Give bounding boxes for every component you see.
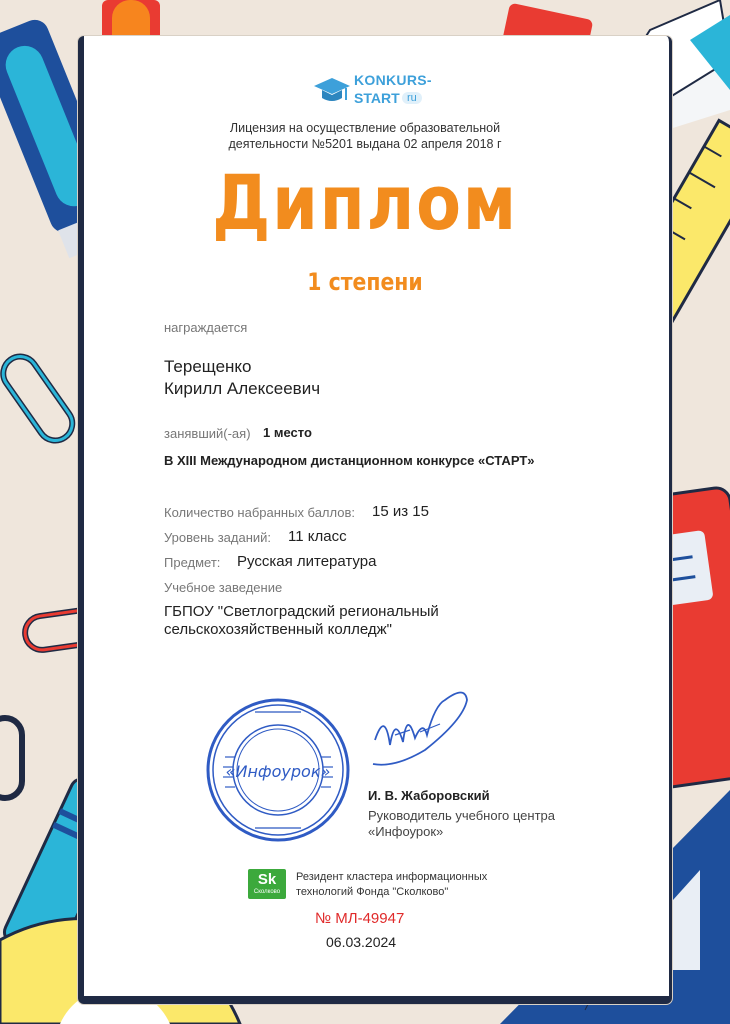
skolkovo-text-line1: Резидент кластера информационных	[296, 871, 488, 883]
level-value: 11 класс	[288, 528, 347, 545]
logo-domain-badge: ru	[402, 92, 422, 104]
stamp-center-text: «Инфоурок»	[225, 762, 331, 781]
place-value: 1 место	[263, 425, 312, 440]
level-label: Уровень заданий:	[164, 530, 272, 545]
awarded-label: награждается	[164, 320, 248, 335]
handwritten-signature	[365, 680, 475, 770]
round-seal-stamp	[205, 697, 351, 843]
diploma-date: 06.03.2024	[326, 934, 397, 950]
skolkovo-logo-word: Сколково	[253, 889, 281, 895]
license-text: Лицензия на осуществление образовательной деятельности №5201 выдана 02 апреля 2018 г	[228, 121, 502, 151]
score-label: Количество набранных баллов:	[164, 505, 355, 520]
school-name-line1: ГБПОУ "Светлоградский региональный	[164, 603, 439, 620]
logo-text-start: START	[354, 90, 400, 106]
place-label: занявший(-ая)	[164, 426, 251, 441]
recipient-surname: Терещенко	[164, 357, 252, 376]
diploma-title: Диплом	[212, 158, 518, 247]
contest-name: В XIII Международном дистанционном конкурсе «СТАРТ»	[164, 453, 535, 468]
graduation-cap-icon	[313, 74, 351, 110]
subject-label: Предмет:	[164, 555, 221, 570]
subject-value: Русская литература	[237, 553, 377, 570]
logo-text: KONKURS-	[354, 72, 432, 88]
diploma-number: № МЛ-49947	[315, 910, 405, 927]
skolkovo-logo-letters: Sk	[257, 871, 277, 888]
skolkovo-text-line2: технологий Фонда "Сколково"	[296, 886, 449, 898]
diploma-degree: 1 степени	[307, 268, 423, 296]
skolkovo-logo	[248, 869, 286, 899]
recipient-given-name: Кирилл Алексеевич	[164, 379, 321, 398]
signer-role-line2: «Инфоурок»	[368, 824, 444, 839]
school-name-line2: сельскохозяйственный колледж"	[164, 621, 392, 638]
score-value: 15 из 15	[372, 503, 429, 520]
school-label: Учебное заведение	[164, 580, 283, 595]
signer-role-line1: Руководитель учебного центра	[368, 808, 555, 823]
signer-name: И. В. Жаборовский	[368, 788, 490, 803]
